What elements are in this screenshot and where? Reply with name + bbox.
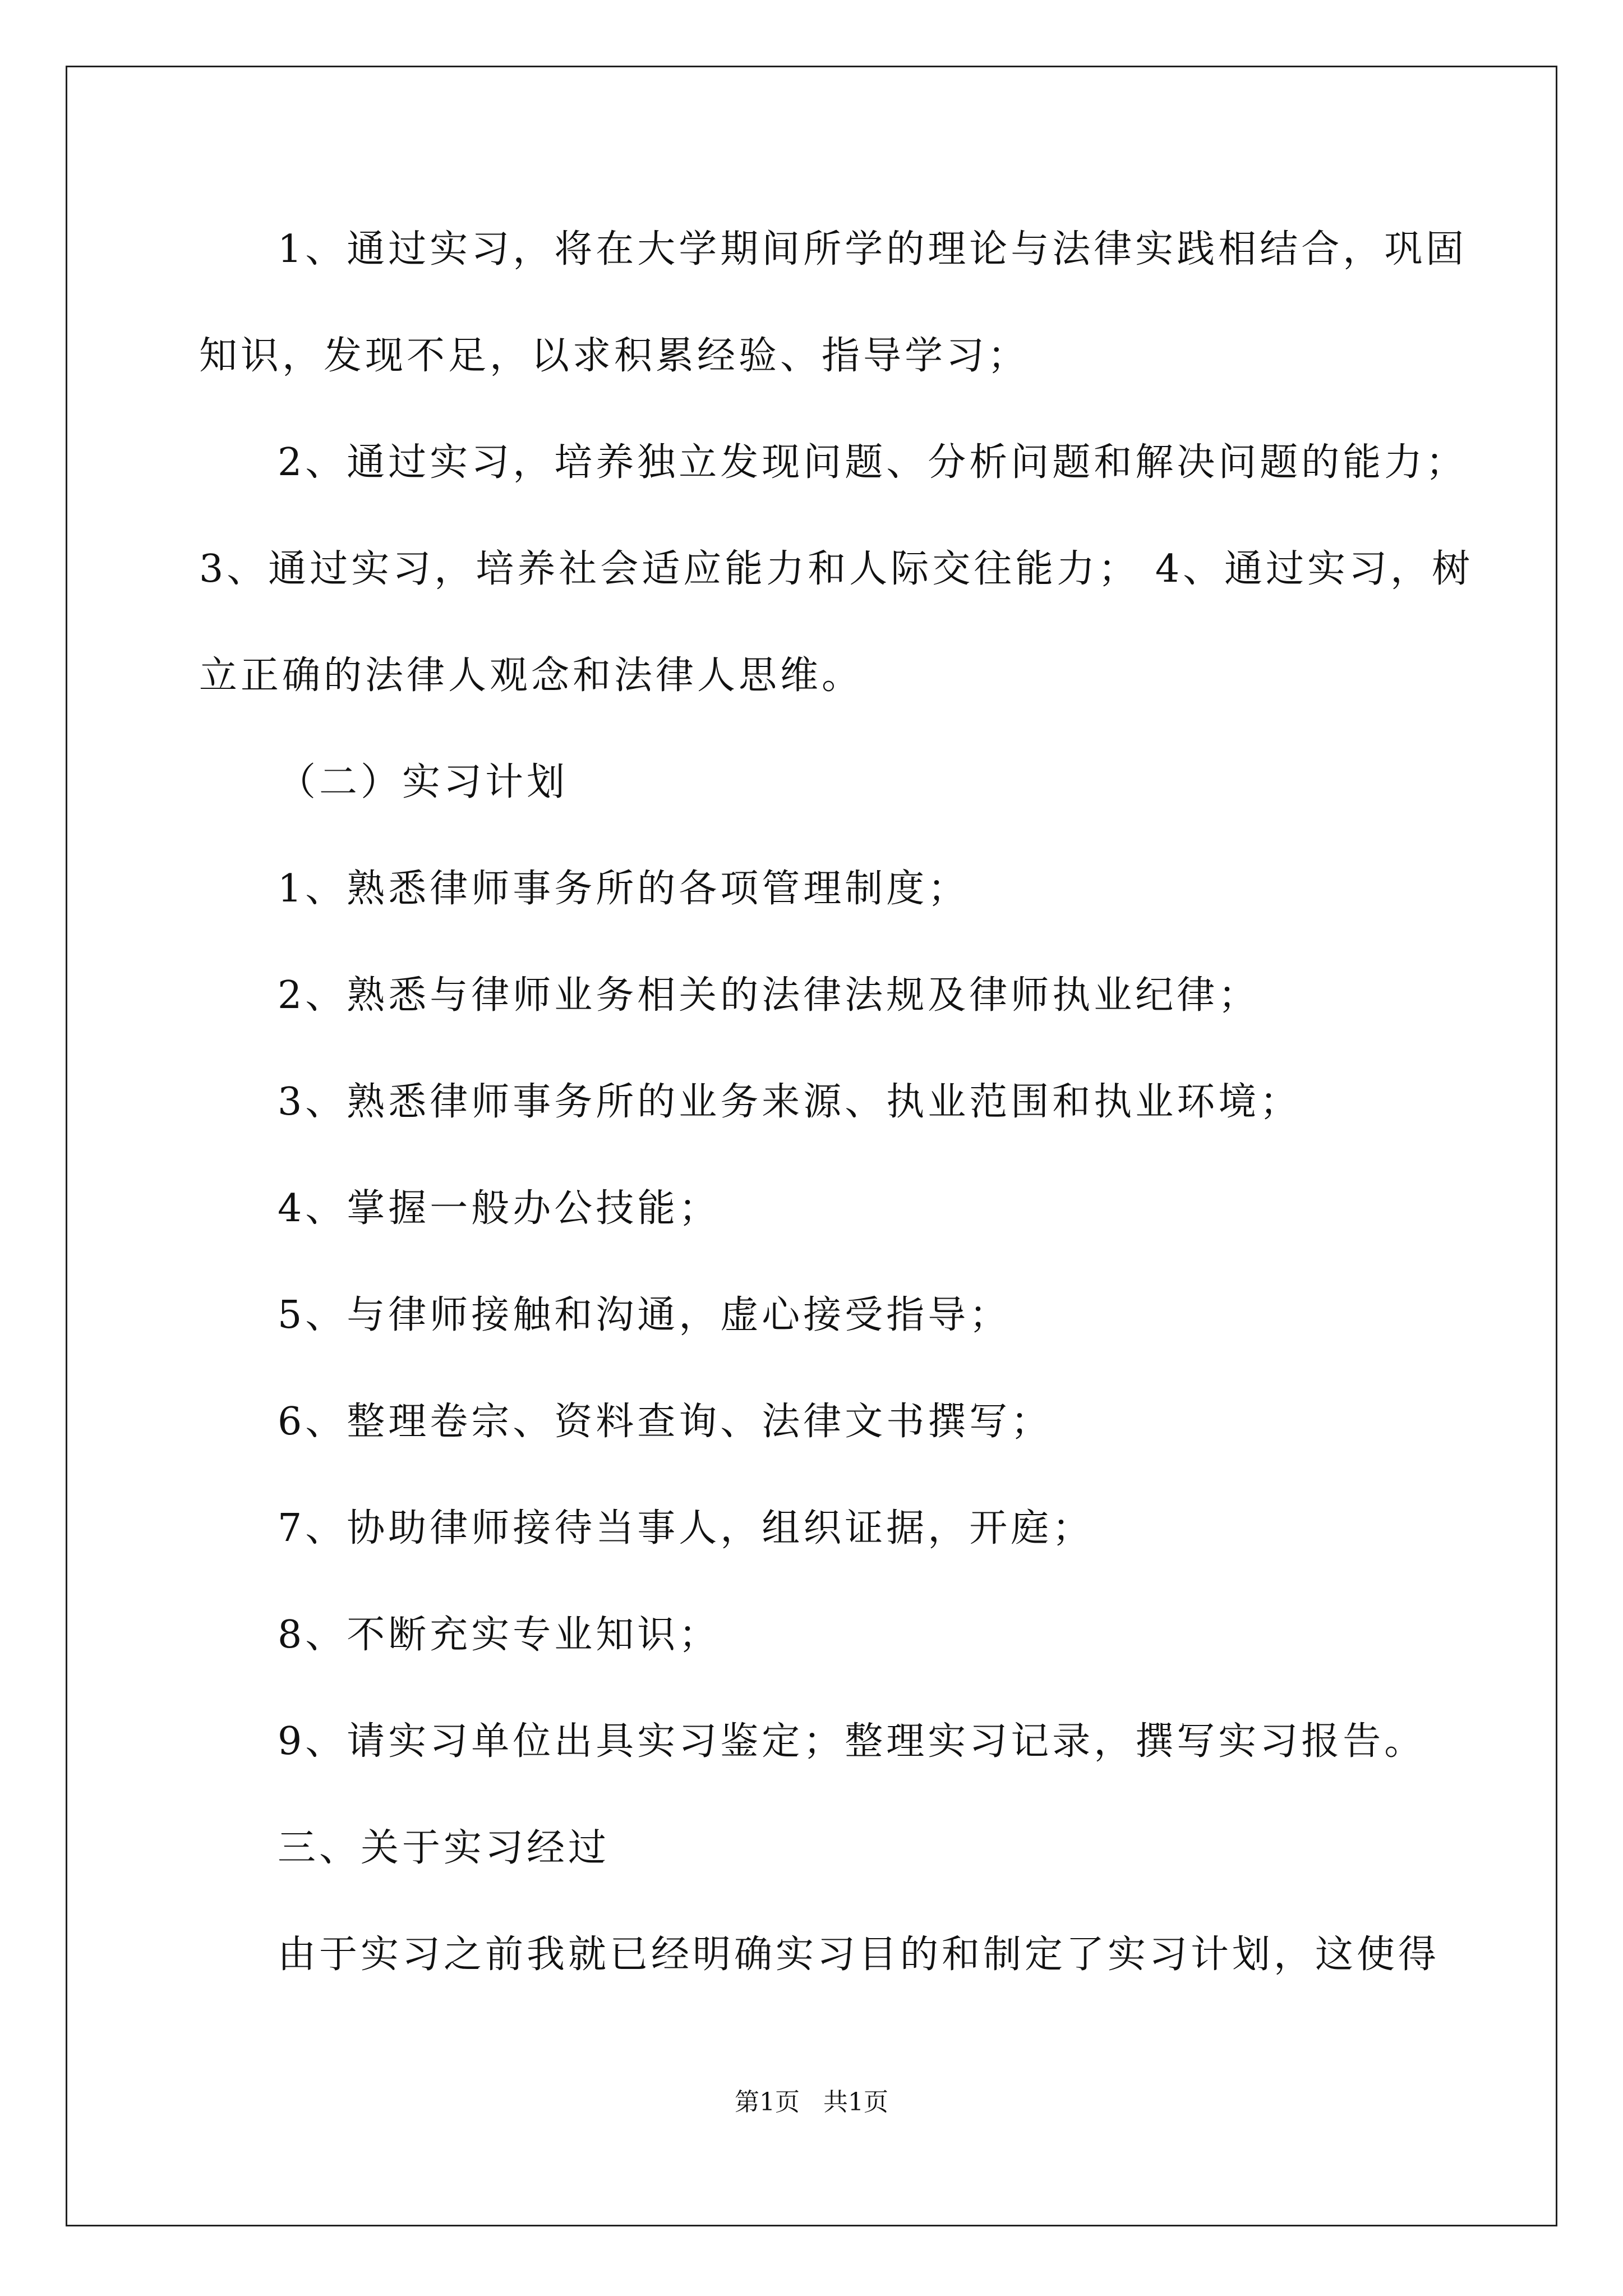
- list-item: 9、请实习单位出具实习鉴定；整理实习记录，撰写实习报告。: [278, 1719, 1426, 1764]
- page-number-current: 第1页: [735, 2088, 800, 2116]
- list-item: 1、熟悉律师事务所的各项管理制度；: [278, 867, 970, 911]
- paragraph-line: 知识，发现不足，以求积累经验、指导学习；: [199, 334, 1030, 378]
- paragraph-line: 2、通过实习，培养独立发现问题、分析问题和解决问题的能力；: [278, 440, 1468, 485]
- paragraph-line: 立正确的法律人观念和法律人思维。: [199, 654, 864, 698]
- page-border: [66, 66, 1557, 2226]
- page-footer: [0, 2086, 1623, 2119]
- list-item: 4、掌握一般办公技能；: [278, 1186, 721, 1231]
- list-item: 5、与律师接触和沟通，虚心接受指导；: [278, 1293, 1011, 1337]
- section-heading: 三、关于实习经过: [278, 1826, 610, 1870]
- paragraph-line: 1、通过实习，将在大学期间所学的理论与法律实践相结合，巩固: [278, 227, 1468, 272]
- list-item: 6、整理卷宗、资料查询、法律文书撰写；: [278, 1400, 1053, 1444]
- list-item: 8、不断充实专业知识；: [278, 1613, 721, 1657]
- list-item: 2、熟悉与律师业务相关的法律法规及律师执业纪律；: [278, 973, 1260, 1018]
- list-item: 3、熟悉律师事务所的业务来源、执业范围和执业环境；: [278, 1080, 1302, 1124]
- section-heading: （二）实习计划: [278, 760, 569, 804]
- paragraph-line: 由于实习之前我就已经明确实习目的和制定了实习计划，这使得: [278, 1932, 1440, 1977]
- page-number-total: 共1页: [823, 2088, 888, 2116]
- list-item: 7、协助律师接待当事人，组织证据，开庭；: [278, 1506, 1094, 1550]
- paragraph-line: 3、通过实习，培养社会适应能力和人际交往能力； 4、通过实习，树: [199, 547, 1474, 591]
